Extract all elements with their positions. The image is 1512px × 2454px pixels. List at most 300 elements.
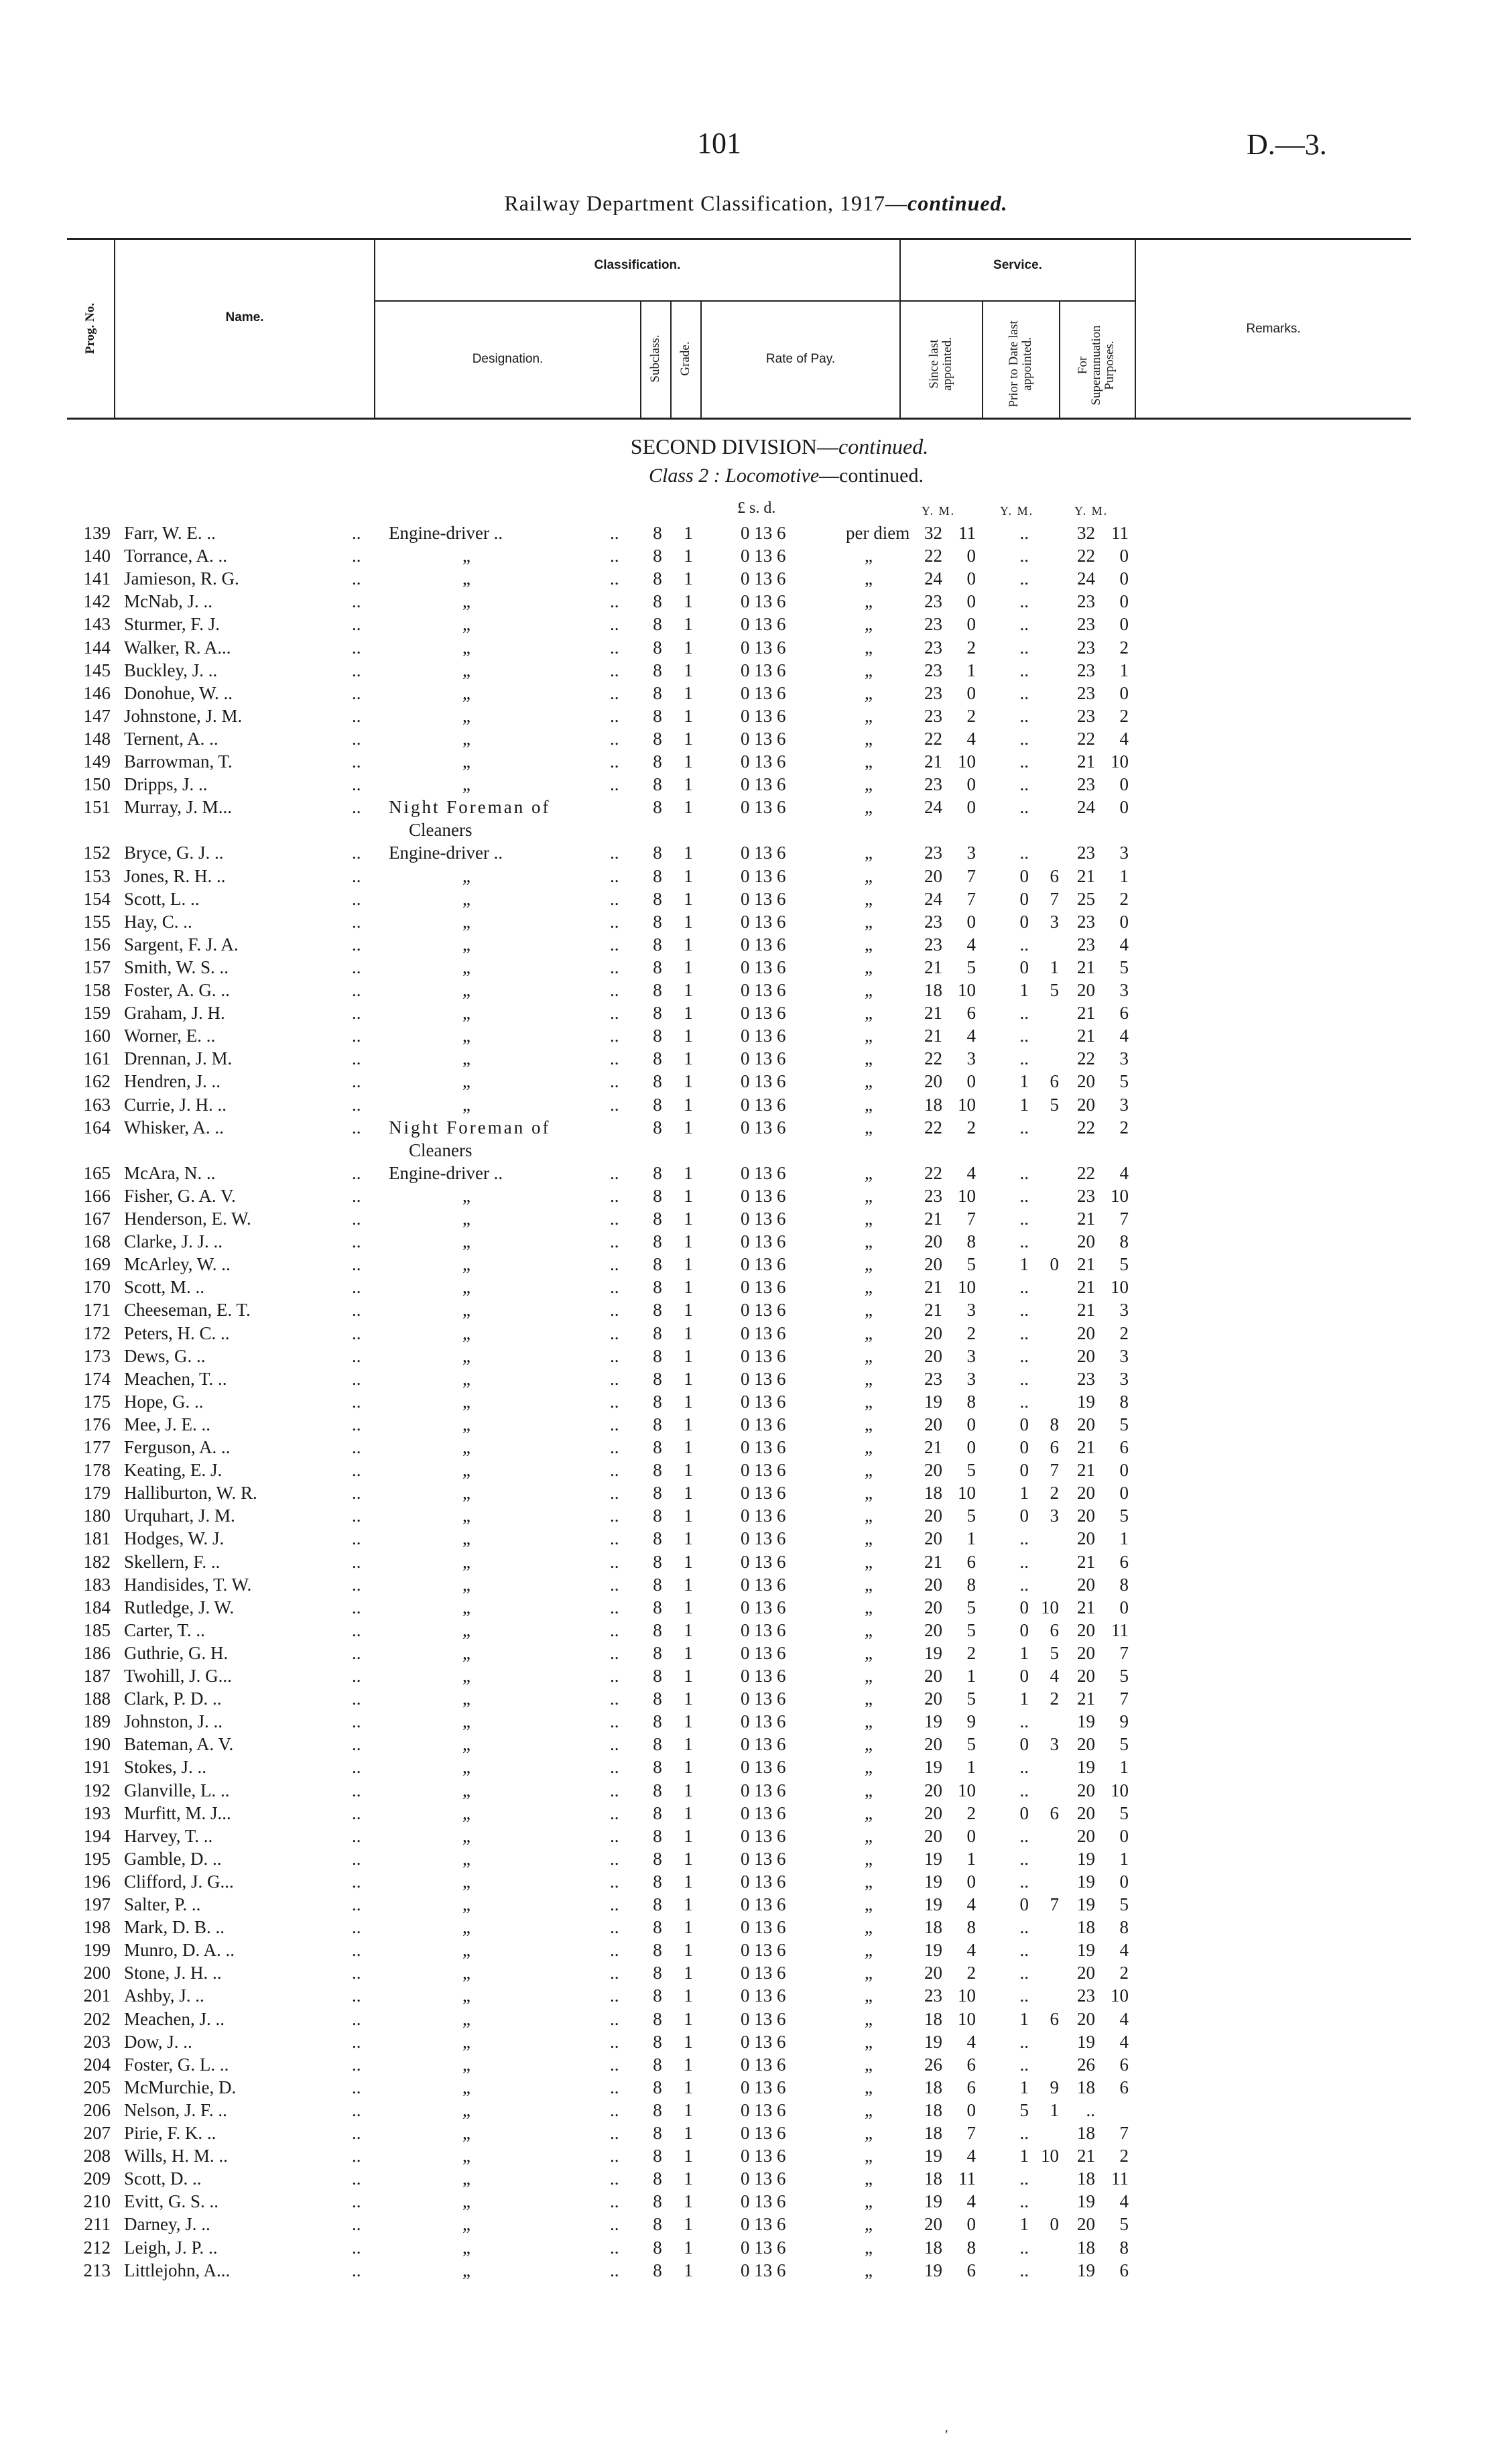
leader-dots: .. — [352, 682, 361, 703]
pay-period: „ — [865, 1414, 873, 1434]
employee-name: Murfitt, M. J... — [124, 1802, 231, 1823]
prog-no: 200 — [83, 1963, 111, 1983]
super-months: 5 — [1119, 1254, 1129, 1275]
table-row — [0, 1230, 1512, 1253]
super-years: 18 — [1077, 2077, 1095, 2097]
employee-name: Harvey, T. .. — [124, 1825, 213, 1846]
since-years: 23 — [924, 637, 942, 658]
prog-no: 198 — [83, 1917, 111, 1938]
prog-no: 209 — [83, 2168, 111, 2189]
prior-years: .. — [1019, 682, 1029, 703]
since-months: 4 — [966, 2191, 976, 2212]
trailer-dots: .. — [610, 1666, 619, 1686]
prior-months: 6 — [1050, 1802, 1059, 1823]
super-years: 21 — [1077, 1597, 1095, 1617]
grade: 1 — [684, 934, 693, 955]
rate-of-pay: 0 13 6 — [741, 1802, 786, 1823]
grade: 1 — [684, 1094, 693, 1115]
pay-period: „ — [865, 774, 873, 795]
rate-of-pay: 0 13 6 — [741, 1940, 786, 1961]
since-months: 0 — [966, 911, 976, 932]
trailer-dots: .. — [610, 1048, 619, 1069]
prior-months: 0 — [1050, 1254, 1059, 1275]
table-row — [0, 796, 1512, 818]
rate-of-pay: 0 13 6 — [741, 1117, 786, 1138]
prior-years: .. — [1019, 2123, 1029, 2143]
super-months: 10 — [1111, 1780, 1129, 1800]
table-row — [0, 1459, 1512, 1481]
grade: 1 — [684, 1277, 693, 1298]
since-years: 18 — [924, 2168, 942, 2189]
designation: „ — [462, 1506, 470, 1526]
trailer-dots: .. — [610, 1985, 619, 2006]
since-months: 2 — [966, 1802, 976, 1823]
grade: 1 — [684, 1780, 693, 1800]
employee-name: Smith, W. S. .. — [124, 957, 229, 977]
designation-continuation: Cleaners — [409, 820, 472, 841]
trailer-dots: .. — [610, 2260, 619, 2280]
subclass: 8 — [653, 1414, 662, 1434]
name-header: Name. — [225, 310, 264, 324]
subclass: 8 — [653, 2077, 662, 2097]
rate-of-pay: 0 13 6 — [741, 2168, 786, 2189]
rate-of-pay: 0 13 6 — [741, 1323, 786, 1343]
table-row — [0, 1093, 1512, 1116]
since-months: 7 — [966, 888, 976, 909]
super-months: 0 — [1119, 568, 1129, 589]
pay-period: „ — [865, 1642, 873, 1663]
since-months: 2 — [966, 637, 976, 658]
trailer-dots: .. — [610, 682, 619, 703]
since-years: 20 — [924, 1689, 942, 1709]
super-months: 2 — [1119, 2146, 1129, 2166]
leader-dots: .. — [352, 660, 361, 680]
grade: 1 — [684, 1391, 693, 1412]
subclass: 8 — [653, 751, 662, 772]
since-months: 0 — [966, 591, 976, 612]
subclass: 8 — [653, 2168, 662, 2189]
rate-of-pay: 0 13 6 — [741, 1780, 786, 1800]
rate-of-pay: 0 13 6 — [741, 660, 786, 680]
prior-years: 5 — [1019, 2099, 1029, 2120]
pay-period: „ — [865, 888, 873, 909]
prior-months: 6 — [1050, 1437, 1059, 1457]
since-years: 19 — [924, 1871, 942, 1892]
trailer-dots: .. — [610, 888, 619, 909]
grade: 1 — [684, 1071, 693, 1092]
rate-of-pay: 0 13 6 — [741, 751, 786, 772]
designation: „ — [462, 728, 470, 749]
super-months: 7 — [1119, 1642, 1129, 1663]
since-months: 0 — [966, 1437, 976, 1457]
super-months: 4 — [1119, 2191, 1129, 2212]
rate-of-pay: 0 13 6 — [741, 911, 786, 932]
subclass: 8 — [653, 705, 662, 726]
rate-of-pay: 0 13 6 — [741, 2054, 786, 2075]
employee-name: Halliburton, W. R. — [124, 1483, 257, 1504]
employee-name: Fisher, G. A. V. — [124, 1185, 236, 1206]
rate-of-pay: 0 13 6 — [741, 1528, 786, 1549]
since-months: 6 — [966, 2077, 976, 2097]
table-row — [0, 522, 1512, 544]
designation: Night Foreman of — [389, 1117, 551, 1138]
trailer-dots: .. — [610, 660, 619, 680]
subclass: 8 — [653, 1368, 662, 1389]
leader-dots: .. — [352, 637, 361, 658]
prog-no: 150 — [83, 774, 111, 795]
designation: „ — [462, 1894, 470, 1914]
grade: 1 — [684, 1871, 693, 1892]
since-months: 3 — [966, 1300, 976, 1321]
prior-years: 1 — [1019, 2077, 1029, 2097]
since-years: 19 — [924, 1848, 942, 1869]
designation: „ — [462, 1551, 470, 1572]
prog-no: 147 — [83, 705, 111, 726]
leader-dots: .. — [352, 1391, 361, 1412]
leader-dots: .. — [352, 1162, 361, 1183]
grade: 1 — [684, 1003, 693, 1024]
pay-period: „ — [865, 2031, 873, 2052]
super-years: 20 — [1077, 1094, 1095, 1115]
since-months: 6 — [966, 2260, 976, 2280]
super-years: 21 — [1077, 1689, 1095, 1709]
since-years: 23 — [924, 843, 942, 863]
prior-months: 4 — [1050, 1666, 1059, 1686]
super-years: 18 — [1077, 1917, 1095, 1938]
employee-name: Scott, D. .. — [124, 2168, 202, 2189]
designation: „ — [462, 1917, 470, 1938]
leader-dots: .. — [352, 2031, 361, 2052]
since-years: 24 — [924, 568, 942, 589]
trailer-dots: .. — [610, 523, 619, 543]
designation: „ — [462, 1689, 470, 1709]
table-row — [0, 1733, 1512, 1756]
trailer-dots: .. — [610, 2054, 619, 2075]
leader-dots: .. — [352, 774, 361, 795]
since-months: 6 — [966, 1003, 976, 1024]
trailer-dots: .. — [610, 1917, 619, 1938]
super-months: 5 — [1119, 2214, 1129, 2235]
table-row — [0, 887, 1512, 910]
employee-name: Johnstone, J. M. — [124, 705, 243, 726]
trailer-dots: .. — [610, 1414, 619, 1434]
subclass: 8 — [653, 1162, 662, 1183]
pay-period: „ — [865, 1300, 873, 1321]
pay-period: „ — [865, 660, 873, 680]
subclass: 8 — [653, 1254, 662, 1275]
employee-name: Stone, J. H. .. — [124, 1963, 222, 1983]
since-months: 10 — [958, 980, 976, 1000]
leader-dots: .. — [352, 1619, 361, 1640]
prog-no: 197 — [83, 1894, 111, 1914]
prior-years: .. — [1019, 1162, 1029, 1183]
subclass: 8 — [653, 614, 662, 635]
trailer-dots: .. — [610, 1825, 619, 1846]
grade: 1 — [684, 2008, 693, 2029]
employee-name: Barrowman, T. — [124, 751, 233, 772]
rate-of-pay: 0 13 6 — [741, 1231, 786, 1252]
employee-name: McAra, N. .. — [124, 1162, 216, 1183]
subclass: 8 — [653, 546, 662, 566]
prog-no: 145 — [83, 660, 111, 680]
pay-period: „ — [865, 1757, 873, 1778]
since-years: 19 — [924, 1757, 942, 1778]
since-months: 7 — [966, 1209, 976, 1229]
pay-period: „ — [865, 2146, 873, 2166]
remarks-header: Remarks. — [1246, 322, 1301, 336]
prior-years: .. — [1019, 1003, 1029, 1024]
since-months: 0 — [966, 546, 976, 566]
page-number: 101 — [697, 127, 741, 160]
prior-years: 1 — [1019, 1094, 1029, 1115]
grade: 1 — [684, 728, 693, 749]
prior-years: .. — [1019, 523, 1029, 543]
leader-dots: .. — [352, 1940, 361, 1961]
rate-of-pay: 0 13 6 — [741, 1483, 786, 1504]
subclass: 8 — [653, 1323, 662, 1343]
leader-dots: .. — [352, 2168, 361, 2189]
table-row — [0, 1001, 1512, 1024]
super-years: 25 — [1077, 888, 1095, 909]
designation: „ — [462, 888, 470, 909]
super-months: 9 — [1119, 1711, 1129, 1732]
super-years: 20 — [1077, 1071, 1095, 1092]
designation: „ — [462, 2054, 470, 2075]
super-months: 6 — [1119, 1437, 1129, 1457]
prior-years: .. — [1019, 591, 1029, 612]
table-row — [0, 2213, 1512, 2235]
prior-years: .. — [1019, 1026, 1029, 1046]
prior-years: 1 — [1019, 2146, 1029, 2166]
designation: „ — [462, 1231, 470, 1252]
since-years: 23 — [924, 614, 942, 635]
since-years: 19 — [924, 1391, 942, 1412]
super-months: 4 — [1119, 1162, 1129, 1183]
since-years: 20 — [924, 1619, 942, 1640]
super-years: 22 — [1077, 1048, 1095, 1069]
since-years: 21 — [924, 1003, 942, 1024]
since-months: 4 — [966, 2146, 976, 2166]
subclass: 8 — [653, 1048, 662, 1069]
since-months: 10 — [958, 1277, 976, 1298]
super-months: 0 — [1119, 1825, 1129, 1846]
grade: 1 — [684, 1368, 693, 1389]
super-months: 0 — [1119, 1460, 1129, 1481]
grade: 1 — [684, 1414, 693, 1434]
super-months: 10 — [1111, 1985, 1129, 2006]
table-row — [0, 1527, 1512, 1550]
prog-no: 185 — [83, 1619, 111, 1640]
trailer-dots: .. — [610, 843, 619, 863]
designation: „ — [462, 1254, 470, 1275]
trailer-dots: .. — [610, 2146, 619, 2166]
since-years: 20 — [924, 1780, 942, 1800]
leader-dots: .. — [352, 1574, 361, 1595]
subclass: 8 — [653, 774, 662, 795]
pay-period: „ — [865, 614, 873, 635]
employee-name: Urquhart, J. M. — [124, 1506, 235, 1526]
since-months: 0 — [966, 797, 976, 818]
since-months: 3 — [966, 1048, 976, 1069]
table-row — [0, 2099, 1512, 2122]
grade: 1 — [684, 523, 693, 543]
leader-dots: .. — [352, 797, 361, 818]
grade: 1 — [684, 2146, 693, 2166]
grade: 1 — [684, 1689, 693, 1709]
subclass: 8 — [653, 843, 662, 863]
prog-no: 179 — [83, 1483, 111, 1504]
leader-dots: .. — [352, 1780, 361, 1800]
grade: 1 — [684, 865, 693, 886]
prog-no: 196 — [83, 1871, 111, 1892]
prior-years: .. — [1019, 1871, 1029, 1892]
prog-no: 155 — [83, 911, 111, 932]
grade: 1 — [684, 1574, 693, 1595]
since-months: 5 — [966, 1506, 976, 1526]
prog-no: 184 — [83, 1597, 111, 1617]
prog-no: 208 — [83, 2146, 111, 2166]
grade: 1 — [684, 2099, 693, 2120]
since-years: 23 — [924, 591, 942, 612]
pay-period: „ — [865, 1940, 873, 1961]
super-years: 19 — [1077, 1871, 1095, 1892]
pay-period: „ — [865, 1666, 873, 1686]
document-code: D.—3. — [1247, 128, 1327, 161]
prog-no: 152 — [83, 843, 111, 863]
designation: „ — [462, 1460, 470, 1481]
since-months: 5 — [966, 1619, 976, 1640]
subclass: 8 — [653, 1185, 662, 1206]
subclass: 8 — [653, 1711, 662, 1732]
super-years: 23 — [1077, 1985, 1095, 2006]
super-months: 3 — [1119, 1094, 1129, 1115]
grade: 1 — [684, 1209, 693, 1229]
leader-dots: .. — [352, 2146, 361, 2166]
table-row — [0, 1345, 1512, 1367]
trailer-dots: .. — [610, 2031, 619, 2052]
prog-no: 156 — [83, 934, 111, 955]
pay-period: „ — [865, 1368, 873, 1389]
grade: 1 — [684, 1711, 693, 1732]
super-months: 6 — [1119, 1003, 1129, 1024]
employee-name: Hay, C. .. — [124, 911, 192, 932]
since-years: 21 — [924, 751, 942, 772]
class-prefix: Class 2 : — [649, 465, 726, 487]
division-name: SECOND DIVISION— — [630, 434, 839, 458]
grade: 1 — [684, 980, 693, 1000]
super-months: 5 — [1119, 1734, 1129, 1755]
since-months: 4 — [966, 1940, 976, 1961]
super-years: 20 — [1077, 1414, 1095, 1434]
table-row — [0, 1664, 1512, 1687]
leader-dots: .. — [352, 2237, 361, 2258]
since-months: 10 — [958, 1094, 976, 1115]
subclass: 8 — [653, 797, 662, 818]
since-years: 19 — [924, 2260, 942, 2280]
table-row — [0, 2144, 1512, 2167]
trailer-dots: .. — [610, 1528, 619, 1549]
rule-v8 — [1059, 302, 1060, 420]
rate-of-pay: 0 13 6 — [741, 2260, 786, 2280]
prog-no: 202 — [83, 2008, 111, 2029]
leader-dots: .. — [352, 1963, 361, 1983]
table-row — [0, 1298, 1512, 1321]
super-years: 18 — [1077, 2168, 1095, 2189]
designation: „ — [462, 2214, 470, 2235]
grade: 1 — [684, 568, 693, 589]
prog-no: 173 — [83, 1345, 111, 1366]
table-row — [0, 773, 1512, 796]
header-mid-rule — [374, 300, 1135, 302]
rate-of-pay-header: Rate of Pay. — [765, 352, 836, 366]
prior-years: 0 — [1019, 1802, 1029, 1823]
service-header: Service. — [993, 258, 1042, 272]
designation: „ — [462, 774, 470, 795]
designation: Engine-driver .. — [389, 1162, 503, 1183]
since-years: 20 — [924, 1597, 942, 1617]
super-months: 1 — [1119, 865, 1129, 886]
prior-years: .. — [1019, 843, 1029, 863]
subclass: 8 — [653, 1666, 662, 1686]
table-row — [0, 1802, 1512, 1825]
since-months: 11 — [958, 523, 976, 543]
prior-years: 0 — [1019, 1597, 1029, 1617]
trailer-dots: .. — [610, 1780, 619, 1800]
since-years: 22 — [924, 1048, 942, 1069]
super-years: 21 — [1077, 865, 1095, 886]
rate-of-pay: 0 13 6 — [741, 1209, 786, 1229]
rate-of-pay: 0 13 6 — [741, 2099, 786, 2120]
prog-no: 211 — [84, 2214, 111, 2235]
designation: „ — [462, 682, 470, 703]
employee-name: Littlejohn, A... — [124, 2260, 231, 2280]
super-months: 10 — [1111, 1185, 1129, 1206]
since-months: 0 — [966, 1071, 976, 1092]
trailer-dots: .. — [610, 934, 619, 955]
prog-no: 195 — [83, 1848, 111, 1869]
since-years: 20 — [924, 1666, 942, 1686]
subclass: 8 — [653, 1848, 662, 1869]
super-months: 3 — [1119, 1345, 1129, 1366]
grade: 1 — [684, 1894, 693, 1914]
table-row — [0, 1916, 1512, 1939]
pay-period: „ — [865, 843, 873, 863]
prog-no: 160 — [83, 1026, 111, 1046]
super-months: 5 — [1119, 1071, 1129, 1092]
employee-name: Dews, G. .. — [124, 1345, 206, 1366]
prior-years: .. — [1019, 1985, 1029, 2006]
leader-dots: .. — [352, 1848, 361, 1869]
super-years: 20 — [1077, 2008, 1095, 2029]
employee-name: Whisker, A. .. — [124, 1117, 224, 1138]
leader-dots: .. — [352, 705, 361, 726]
table-row — [0, 865, 1512, 887]
since-months: 10 — [958, 1780, 976, 1800]
prog-no: 170 — [83, 1277, 111, 1298]
prog-no: 203 — [83, 2031, 111, 2052]
table-row — [0, 956, 1512, 979]
since-years: 21 — [924, 1026, 942, 1046]
designation: „ — [462, 1094, 470, 1115]
designation: „ — [462, 591, 470, 612]
prior-years: .. — [1019, 2260, 1029, 2280]
subclass: 8 — [653, 1506, 662, 1526]
leader-dots: .. — [352, 2054, 361, 2075]
subclass: 8 — [653, 591, 662, 612]
leader-dots: .. — [352, 1985, 361, 2006]
since-months: 2 — [966, 705, 976, 726]
leader-dots: .. — [352, 1483, 361, 1504]
